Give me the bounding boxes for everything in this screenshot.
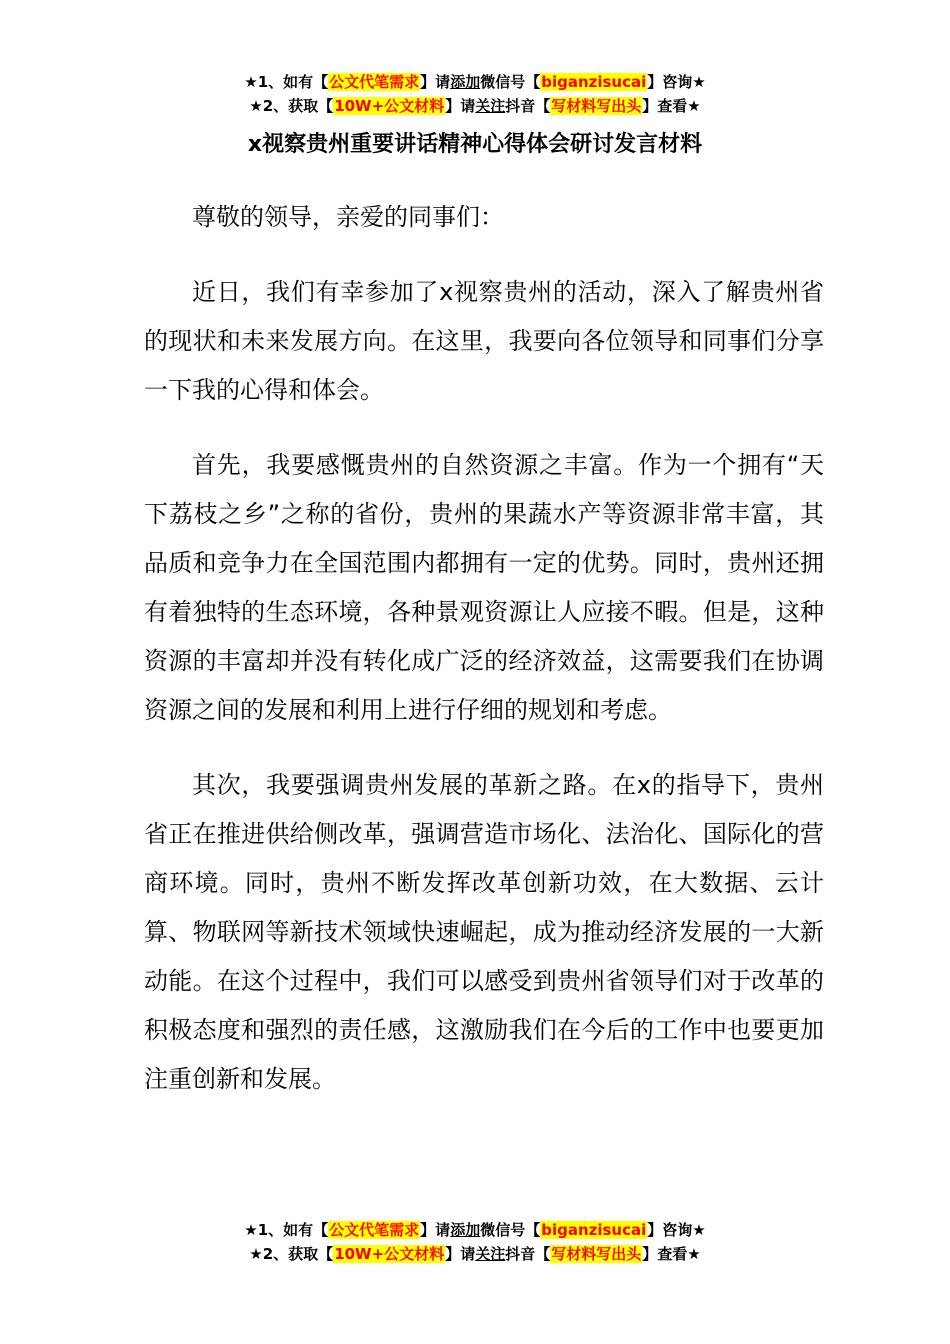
promo-highlight: 公文代笔需求 [329,73,420,91]
promo-highlight: 公文代笔需求 [329,1221,420,1239]
document-title: x视察贵州重要讲话精神心得体会研讨发言材料 [247,132,703,157]
promo-text: 微信号【 [480,1221,541,1239]
promo-text: 】查看★ [642,1245,701,1263]
body-paragraph: 近日，我们有幸参加了x视察贵州的活动，深入了解贵州省的现状和未来发展方向。在这里，我要向各位领导和同事们分享一下我的心得和体会。 [144,278,824,404]
promo-line-1 [0,70,950,94]
promo-text: ★1、如有【 [244,73,329,91]
footer-promo-banner [0,1218,950,1266]
promo-underlined-text: 关注 [475,1245,506,1263]
promo-text: 】请 [420,73,451,91]
header-promo-banner [0,70,950,118]
promo-underlined-text: 添加 [450,1221,481,1239]
promo-highlight-douyin-id: 写材料写出头 [551,1245,642,1263]
promo-highlight-wechat-id: biganzisucai [541,73,647,91]
promo-text: 】请 [445,1245,476,1263]
promo-line-1 [0,1218,950,1242]
promo-highlight-wechat-id: biganzisucai [541,1221,647,1239]
body-paragraph: 其次，我要强调贵州发展的革新之路。在x的指导下，贵州省正在推进供给侧改革，强调营造市场化、法治化、国际化的营商环境。同时，贵州不断发挥改革创新功效，在大数据、云计算、物联网等新技术领域快速崛起，成为推动经济发展的一大新动能。在这个过程中，我们可以感受到贵州省领导们对于改革的积极态度和强烈的责任感，这激励我们在今后的工作中也要更加注重创新和发展。 [144,771,824,1093]
promo-text: ★2、获取【 [249,97,334,115]
promo-text: 抖音【 [505,97,551,115]
promo-highlight: 10W+公文材料 [334,1245,445,1263]
promo-text: 微信号【 [480,73,541,91]
promo-text: 】查看★ [642,97,701,115]
promo-text: 抖音【 [505,1245,551,1263]
promo-highlight: 10W+公文材料 [334,97,445,115]
promo-text: 】请 [445,97,476,115]
promo-line-2 [0,94,950,118]
body-paragraph: 首先，我要感慨贵州的自然资源之丰富。作为一个拥有“天下荔枝之乡”之称的省份，贵州的果蔬水产等资源非常丰富，其品质和竞争力在全国范围内都拥有一定的优势。同时，贵州还拥有着独特的生态环境，各种景观资源让人应接不暇。但是，这种资源的丰富却并没有转化成广泛的经济效益，这需要我们在协调资源之间的发展和利用上进行仔细的规划和考虑。 [144,451,824,724]
promo-text: 】咨询★ [647,1221,706,1239]
document-body [144,193,824,1104]
promo-underlined-text: 关注 [475,97,506,115]
promo-text: 】咨询★ [647,73,706,91]
salutation-paragraph: 尊敬的领导，亲爱的同事们： [192,203,504,231]
promo-text: ★1、如有【 [244,1221,329,1239]
promo-line-2 [0,1242,950,1266]
promo-text: ★2、获取【 [249,1245,334,1263]
promo-highlight-douyin-id: 写材料写出头 [551,97,642,115]
promo-underlined-text: 添加 [450,73,481,91]
promo-text: 】请 [420,1221,451,1239]
